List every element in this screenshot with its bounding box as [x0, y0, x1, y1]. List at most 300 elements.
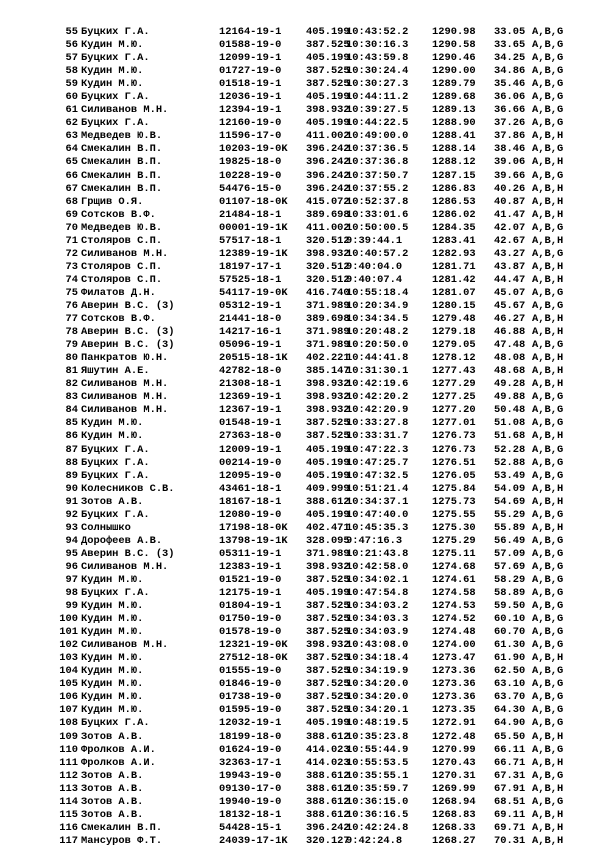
result-row — [0, 222, 600, 235]
fancier-name: Филатов Д.Н. — [81, 286, 156, 299]
speed-value: 1269.99 — [432, 782, 476, 795]
percent-value: 46.88 — [494, 326, 526, 339]
ring-number: 18132-18-1 — [219, 808, 282, 821]
category-flags: A,B,G — [532, 743, 564, 756]
category-flags: A,B,H — [532, 495, 564, 508]
ring-number: 42782-18-0 — [219, 365, 282, 378]
distance-km: 387.525 — [306, 417, 350, 430]
distance-km: 320.512 — [306, 234, 350, 247]
fancier-name: Кудин М.Ю. — [81, 430, 144, 443]
speed-value: 1277.25 — [432, 391, 476, 404]
fancier-name: Зотов А.В. — [81, 795, 144, 808]
arrival-time: 10:55:18.4 — [346, 286, 409, 299]
fancier-name: Буцких Г.А. — [81, 508, 150, 521]
category-flags: A,B,H — [532, 782, 564, 795]
category-flags: A,B,G — [532, 417, 564, 430]
percent-value: 42.07 — [494, 221, 526, 234]
ring-number: 54428-15-1 — [219, 821, 282, 834]
result-row — [0, 117, 600, 130]
category-flags: A,B,G — [532, 587, 564, 600]
speed-value: 1288.41 — [432, 130, 476, 143]
result-row — [0, 457, 600, 470]
distance-km: 371.989 — [306, 339, 350, 352]
percent-value: 63.70 — [494, 691, 526, 704]
percent-value: 66.71 — [494, 756, 526, 769]
percent-value: 62.50 — [494, 665, 526, 678]
percent-value: 67.31 — [494, 769, 526, 782]
percent-value: 59.50 — [494, 600, 526, 613]
distance-km: 371.989 — [306, 299, 350, 312]
distance-km: 387.525 — [306, 573, 350, 586]
distance-km: 387.525 — [306, 704, 350, 717]
ring-number: 01595-19-0 — [219, 704, 282, 717]
place-number: 88 — [65, 456, 78, 469]
distance-km: 402.471 — [306, 521, 350, 534]
place-number: 89 — [65, 469, 78, 482]
speed-value: 1274.00 — [432, 639, 476, 652]
place-number: 117 — [59, 834, 78, 847]
fancier-name: Смекалин В.П. — [81, 156, 163, 169]
place-number: 66 — [65, 169, 78, 182]
ring-number: 12099-19-1 — [219, 52, 282, 65]
place-number: 109 — [59, 730, 78, 743]
distance-km: 398.932 — [306, 639, 350, 652]
distance-km: 405.199 — [306, 91, 350, 104]
place-number: 81 — [65, 365, 78, 378]
arrival-time: 10:35:59.7 — [346, 782, 409, 795]
percent-value: 64.90 — [494, 717, 526, 730]
category-flags: A,B,G — [532, 404, 564, 417]
distance-km: 388.612 — [306, 795, 350, 808]
result-row — [0, 391, 600, 404]
arrival-time: 10:20:48.2 — [346, 326, 409, 339]
fancier-name: Яшутин А.Е. — [81, 365, 150, 378]
distance-km: 387.525 — [306, 678, 350, 691]
result-row — [0, 39, 600, 52]
ring-number: 12164-19-1 — [219, 26, 282, 38]
distance-km: 405.199 — [306, 508, 350, 521]
percent-value: 36.06 — [494, 91, 526, 104]
distance-km: 385.147 — [306, 365, 350, 378]
speed-value: 1268.83 — [432, 808, 476, 821]
distance-km: 387.525 — [306, 613, 350, 626]
arrival-time: 10:35:23.8 — [346, 730, 409, 743]
arrival-time: 10:33:01.6 — [346, 208, 409, 221]
place-number: 105 — [59, 678, 78, 691]
distance-km: 320.127 — [306, 834, 350, 847]
category-flags: A,B,G — [532, 78, 564, 91]
arrival-time: 10:34:18.4 — [346, 652, 409, 665]
distance-km: 398.932 — [306, 247, 350, 260]
place-number: 86 — [65, 430, 78, 443]
place-number: 76 — [65, 299, 78, 312]
speed-value: 1290.00 — [432, 65, 476, 78]
result-row — [0, 626, 600, 639]
speed-value: 1274.68 — [432, 560, 476, 573]
fancier-name: Силиванов М.Н. — [81, 378, 169, 391]
result-row — [0, 522, 600, 535]
fancier-name: Зотов А.В. — [81, 782, 144, 795]
category-flags: A,B,H — [532, 821, 564, 834]
fancier-name: Буцких Г.А. — [81, 52, 150, 65]
fancier-name: Кудин М.Ю. — [81, 652, 144, 665]
category-flags: A,B,G — [532, 678, 564, 691]
fancier-name: Солнышко — [81, 521, 131, 534]
speed-value: 1277.20 — [432, 404, 476, 417]
place-number: 104 — [59, 665, 78, 678]
distance-km: 387.525 — [306, 65, 350, 78]
speed-value: 1274.58 — [432, 587, 476, 600]
arrival-time: 10:34:20.0 — [346, 678, 409, 691]
result-row — [0, 143, 600, 156]
result-row — [0, 404, 600, 417]
category-flags: A,B,H — [532, 130, 564, 143]
result-row — [0, 274, 600, 287]
ring-number: 12369-19-1 — [219, 391, 282, 404]
percent-value: 69.11 — [494, 808, 526, 821]
result-row — [0, 483, 600, 496]
fancier-name: Фролков А.И. — [81, 743, 156, 756]
result-row — [0, 470, 600, 483]
arrival-time: 10:55:53.5 — [346, 756, 409, 769]
speed-value: 1275.84 — [432, 482, 476, 495]
place-number: 67 — [65, 182, 78, 195]
percent-value: 33.65 — [494, 39, 526, 52]
percent-value: 70.31 — [494, 834, 526, 847]
distance-km: 396.242 — [306, 143, 350, 156]
place-number: 55 — [65, 26, 78, 38]
category-flags: A,B,H — [532, 378, 564, 391]
fancier-name: Силиванов М.Н. — [81, 560, 169, 573]
percent-value: 48.68 — [494, 365, 526, 378]
place-number: 96 — [65, 560, 78, 573]
place-number: 91 — [65, 495, 78, 508]
result-row — [0, 378, 600, 391]
ring-number: 12394-19-1 — [219, 104, 282, 117]
ring-number: 01107-18-0K — [219, 195, 288, 208]
result-row — [0, 744, 600, 757]
speed-value: 1275.30 — [432, 521, 476, 534]
arrival-time: 10:47:22.3 — [346, 443, 409, 456]
arrival-time: 10:39:27.5 — [346, 104, 409, 117]
percent-value: 33.05 — [494, 26, 526, 38]
result-row — [0, 365, 600, 378]
result-row — [0, 26, 600, 39]
result-row — [0, 600, 600, 613]
place-number: 60 — [65, 91, 78, 104]
result-row — [0, 91, 600, 104]
arrival-time: 10:45:35.3 — [346, 521, 409, 534]
distance-km: 405.199 — [306, 26, 350, 38]
arrival-time: 10:55:44.9 — [346, 743, 409, 756]
place-number: 115 — [59, 808, 78, 821]
speed-value: 1277.01 — [432, 417, 476, 430]
ring-number: 11596-17-0 — [219, 130, 282, 143]
arrival-time: 10:49:00.0 — [346, 130, 409, 143]
speed-value: 1276.05 — [432, 469, 476, 482]
ring-number: 19825-18-0 — [219, 156, 282, 169]
result-row — [0, 691, 600, 704]
speed-value: 1287.15 — [432, 169, 476, 182]
result-row — [0, 352, 600, 365]
fancier-name: Кудин М.Ю. — [81, 573, 144, 586]
percent-value: 55.29 — [494, 508, 526, 521]
fancier-name: Кудин М.Ю. — [81, 678, 144, 691]
speed-value: 1273.35 — [432, 704, 476, 717]
speed-value: 1273.36 — [432, 665, 476, 678]
distance-km: 414.023 — [306, 743, 350, 756]
category-flags: A,B,H — [532, 182, 564, 195]
percent-value: 34.25 — [494, 52, 526, 65]
percent-value: 54.09 — [494, 482, 526, 495]
percent-value: 37.26 — [494, 117, 526, 130]
category-flags: A,B,G — [532, 391, 564, 404]
speed-value: 1276.73 — [432, 430, 476, 443]
percent-value: 34.86 — [494, 65, 526, 78]
place-number: 98 — [65, 587, 78, 600]
ring-number: 10203-19-0K — [219, 143, 288, 156]
ring-number: 01555-19-0 — [219, 665, 282, 678]
arrival-time: 10:47:25.7 — [346, 456, 409, 469]
distance-km: 415.072 — [306, 195, 350, 208]
ring-number: 01578-19-0 — [219, 626, 282, 639]
percent-value: 51.08 — [494, 417, 526, 430]
fancier-name: Столяров С.П. — [81, 273, 163, 286]
arrival-time: 10:37:36.5 — [346, 143, 409, 156]
result-row — [0, 652, 600, 665]
percent-value: 46.27 — [494, 313, 526, 326]
arrival-time: 10:51:21.4 — [346, 482, 409, 495]
place-number: 112 — [59, 769, 78, 782]
category-flags: A,B,G — [532, 104, 564, 117]
percent-value: 50.48 — [494, 404, 526, 417]
fancier-name: Аверин В.С. (3) — [81, 299, 175, 312]
arrival-time: 10:47:40.0 — [346, 508, 409, 521]
ring-number: 12095-19-0 — [219, 469, 282, 482]
distance-km: 405.199 — [306, 717, 350, 730]
speed-value: 1270.31 — [432, 769, 476, 782]
percent-value: 43.27 — [494, 247, 526, 260]
ring-number: 09130-17-0 — [219, 782, 282, 795]
ring-number: 12389-19-1K — [219, 247, 288, 260]
result-row — [0, 235, 600, 248]
ring-number: 12009-19-1 — [219, 443, 282, 456]
speed-value: 1275.11 — [432, 547, 476, 560]
distance-km: 398.932 — [306, 560, 350, 573]
result-row — [0, 535, 600, 548]
place-number: 95 — [65, 547, 78, 560]
speed-value: 1290.58 — [432, 39, 476, 52]
percent-value: 44.47 — [494, 273, 526, 286]
result-row — [0, 587, 600, 600]
percent-value: 40.87 — [494, 195, 526, 208]
result-row — [0, 183, 600, 196]
distance-km: 371.989 — [306, 326, 350, 339]
ring-number: 54476-15-0 — [219, 182, 282, 195]
place-number: 71 — [65, 234, 78, 247]
percent-value: 39.06 — [494, 156, 526, 169]
result-row — [0, 509, 600, 522]
percent-value: 53.49 — [494, 469, 526, 482]
place-number: 68 — [65, 195, 78, 208]
result-row — [0, 613, 600, 626]
distance-km: 371.989 — [306, 547, 350, 560]
percent-value: 48.08 — [494, 352, 526, 365]
fancier-name: Кудин М.Ю. — [81, 65, 144, 78]
result-row — [0, 196, 600, 209]
fancier-name: Кудин М.Ю. — [81, 78, 144, 91]
category-flags: A,B,H — [532, 260, 564, 273]
distance-km: 387.525 — [306, 691, 350, 704]
distance-km: 405.199 — [306, 117, 350, 130]
ring-number: 12036-19-1 — [219, 91, 282, 104]
place-number: 74 — [65, 273, 78, 286]
percent-value: 68.51 — [494, 795, 526, 808]
place-number: 93 — [65, 521, 78, 534]
distance-km: 387.525 — [306, 665, 350, 678]
distance-km: 387.525 — [306, 600, 350, 613]
ring-number: 01548-19-1 — [219, 417, 282, 430]
percent-value: 52.88 — [494, 456, 526, 469]
ring-number: 12383-19-1 — [219, 560, 282, 573]
arrival-time: 10:52:37.8 — [346, 195, 409, 208]
speed-value: 1270.43 — [432, 756, 476, 769]
fancier-name: Мансуров Ф.Т. — [81, 834, 163, 847]
result-row — [0, 78, 600, 91]
arrival-time: 10:34:20.0 — [346, 691, 409, 704]
ring-number: 12160-19-0 — [219, 117, 282, 130]
arrival-time: 9:42:24.8 — [346, 834, 403, 847]
ring-number: 18167-18-1 — [219, 495, 282, 508]
place-number: 84 — [65, 404, 78, 417]
place-number: 56 — [65, 39, 78, 52]
place-number: 90 — [65, 482, 78, 495]
ring-number: 17198-18-0K — [219, 521, 288, 534]
arrival-time: 9:47:16.3 — [346, 534, 403, 547]
category-flags: A,B,G — [532, 639, 564, 652]
place-number: 106 — [59, 691, 78, 704]
fancier-name: Сотсков В.Ф. — [81, 208, 156, 221]
distance-km: 396.242 — [306, 169, 350, 182]
result-row — [0, 209, 600, 222]
result-row — [0, 104, 600, 117]
percent-value: 52.28 — [494, 443, 526, 456]
distance-km: 328.095 — [306, 534, 350, 547]
speed-value: 1289.13 — [432, 104, 476, 117]
result-row — [0, 261, 600, 274]
ring-number: 12321-19-0K — [219, 639, 288, 652]
percent-value: 57.09 — [494, 547, 526, 560]
ring-number: 01846-19-0 — [219, 678, 282, 691]
speed-value: 1276.73 — [432, 443, 476, 456]
place-number: 97 — [65, 573, 78, 586]
fancier-name: Панкратов Ю.Н. — [81, 352, 169, 365]
ring-number: 27512-18-0K — [219, 652, 288, 665]
result-row — [0, 717, 600, 730]
ring-number: 01804-19-1 — [219, 600, 282, 613]
result-row — [0, 665, 600, 678]
percent-value: 64.30 — [494, 704, 526, 717]
arrival-time: 10:30:16.3 — [346, 39, 409, 52]
percent-value: 58.89 — [494, 587, 526, 600]
category-flags: A,B,H — [532, 430, 564, 443]
arrival-time: 9:39:44.1 — [346, 234, 403, 247]
place-number: 65 — [65, 156, 78, 169]
percent-value: 43.87 — [494, 260, 526, 273]
percent-value: 67.91 — [494, 782, 526, 795]
speed-value: 1272.91 — [432, 717, 476, 730]
speed-value: 1275.55 — [432, 508, 476, 521]
distance-km: 405.199 — [306, 587, 350, 600]
percent-value: 45.07 — [494, 286, 526, 299]
ring-number: 43461-18-1 — [219, 482, 282, 495]
arrival-time: 10:30:24.4 — [346, 65, 409, 78]
category-flags: A,B,G — [532, 39, 564, 52]
arrival-time: 10:48:19.5 — [346, 717, 409, 730]
place-number: 113 — [59, 782, 78, 795]
percent-value: 65.50 — [494, 730, 526, 743]
place-number: 75 — [65, 286, 78, 299]
percent-value: 37.86 — [494, 130, 526, 143]
arrival-time: 10:36:15.0 — [346, 795, 409, 808]
fancier-name: Зотов А.В. — [81, 730, 144, 743]
arrival-time: 10:37:55.2 — [346, 182, 409, 195]
result-row — [0, 835, 600, 848]
speed-value: 1288.90 — [432, 117, 476, 130]
ring-number: 00001-19-1K — [219, 221, 288, 234]
distance-km: 402.221 — [306, 352, 350, 365]
speed-value: 1268.27 — [432, 834, 476, 847]
category-flags: A,B,H — [532, 326, 564, 339]
ring-number: 18199-18-0 — [219, 730, 282, 743]
percent-value: 66.11 — [494, 743, 526, 756]
place-number: 72 — [65, 247, 78, 260]
speed-value: 1268.33 — [432, 821, 476, 834]
category-flags: A,B,H — [532, 365, 564, 378]
place-number: 57 — [65, 52, 78, 65]
ring-number: 01727-19-0 — [219, 65, 282, 78]
percent-value: 36.66 — [494, 104, 526, 117]
arrival-time: 10:20:34.9 — [346, 299, 409, 312]
percent-value: 42.67 — [494, 234, 526, 247]
arrival-time: 10:34:19.9 — [346, 665, 409, 678]
place-number: 94 — [65, 534, 78, 547]
ring-number: 54117-19-0K — [219, 286, 288, 299]
speed-value: 1275.73 — [432, 495, 476, 508]
fancier-name: Буцких Г.А. — [81, 469, 150, 482]
ring-number: 10228-19-0 — [219, 169, 282, 182]
speed-value: 1290.46 — [432, 52, 476, 65]
arrival-time: 10:44:11.2 — [346, 91, 409, 104]
fancier-name: Аверин В.С. (3) — [81, 339, 175, 352]
fancier-name: Медведев Ю.В. — [81, 221, 163, 234]
percent-value: 51.68 — [494, 430, 526, 443]
result-row — [0, 809, 600, 822]
fancier-name: Кудин М.Ю. — [81, 613, 144, 626]
distance-km: 405.199 — [306, 456, 350, 469]
fancier-name: Аверин В.С. (3) — [81, 547, 175, 560]
distance-km: 387.525 — [306, 430, 350, 443]
arrival-time: 10:33:27.8 — [346, 417, 409, 430]
ring-number: 13798-19-1K — [219, 534, 288, 547]
category-flags: A,B,H — [532, 482, 564, 495]
arrival-time: 10:34:34.5 — [346, 313, 409, 326]
ring-number: 05312-19-1 — [219, 299, 282, 312]
category-flags: A,B,H — [532, 352, 564, 365]
arrival-time: 10:34:03.9 — [346, 626, 409, 639]
distance-km: 398.932 — [306, 404, 350, 417]
place-number: 107 — [59, 704, 78, 717]
